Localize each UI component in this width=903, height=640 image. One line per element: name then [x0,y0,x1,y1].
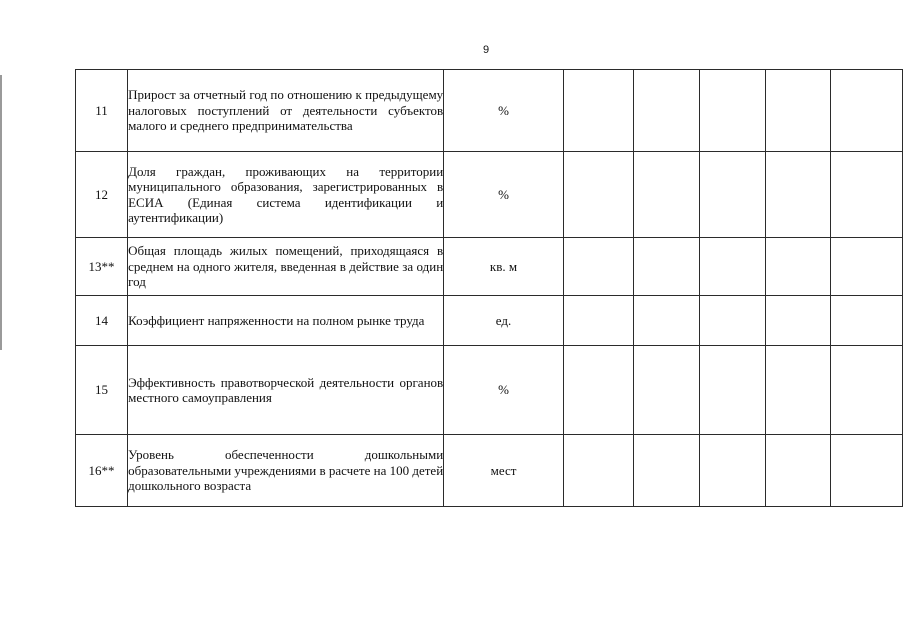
empty-cell [700,435,766,507]
row-number: 12 [76,152,128,238]
empty-cell [634,152,700,238]
empty-cell [831,346,903,435]
empty-cell [563,152,634,238]
row-number: 15 [76,346,128,435]
empty-cell [700,70,766,152]
empty-cell [634,346,700,435]
empty-cell [563,296,634,346]
indicator-name: Доля граждан, проживающих на территории муниципального образования, зарегистрированных в ЕСИА (Единая система идентификации и аутентификации) [128,152,444,238]
row-number: 16** [76,435,128,507]
empty-cell [563,346,634,435]
empty-cell [765,296,831,346]
unit-cell: мест [444,435,564,507]
empty-cell [634,70,700,152]
empty-cell [563,435,634,507]
empty-cell [700,296,766,346]
table-row [76,70,903,152]
empty-cell [563,238,634,296]
row-number: 13** [76,238,128,296]
unit-cell: ед. [444,296,564,346]
row-number: 11 [76,70,128,152]
indicator-name: Коэффициент напряженности на полном рынке труда [128,296,444,346]
empty-cell [634,296,700,346]
indicators-table [75,69,903,507]
empty-cell [563,70,634,152]
empty-cell [831,296,903,346]
empty-cell [831,70,903,152]
empty-cell [765,435,831,507]
table-row [76,435,903,507]
empty-cell [831,435,903,507]
empty-cell [765,70,831,152]
empty-cell [634,435,700,507]
empty-cell [831,152,903,238]
unit-cell: % [444,346,564,435]
table-row [76,296,903,346]
empty-cell [700,346,766,435]
unit-cell: % [444,152,564,238]
indicator-name: Прирост за отчетный год по отношению к предыдущему налоговых поступлений от деятельности субъектов малого и среднего предпринимательства [128,70,444,152]
empty-cell [634,238,700,296]
page-number: 9 [482,44,490,56]
empty-cell [700,152,766,238]
empty-cell [765,238,831,296]
table-row [76,346,903,435]
indicator-name: Уровень обеспеченности дошкольными образовательными учреждениями в расчете на 100 детей дошкольного возраста [128,435,444,507]
indicator-name: Общая площадь жилых помещений, приходящаяся в среднем на одного жителя, введенная в действие за один год [128,238,444,296]
empty-cell [765,152,831,238]
scan-edge-artifact [0,75,2,350]
empty-cell [765,346,831,435]
row-number: 14 [76,296,128,346]
empty-cell [831,238,903,296]
empty-cell [700,238,766,296]
unit-cell: % [444,70,564,152]
table-row [76,152,903,238]
indicator-name: Эффективность правотворческой деятельности органов местного самоуправления [128,346,444,435]
unit-cell: кв. м [444,238,564,296]
table-row [76,238,903,296]
